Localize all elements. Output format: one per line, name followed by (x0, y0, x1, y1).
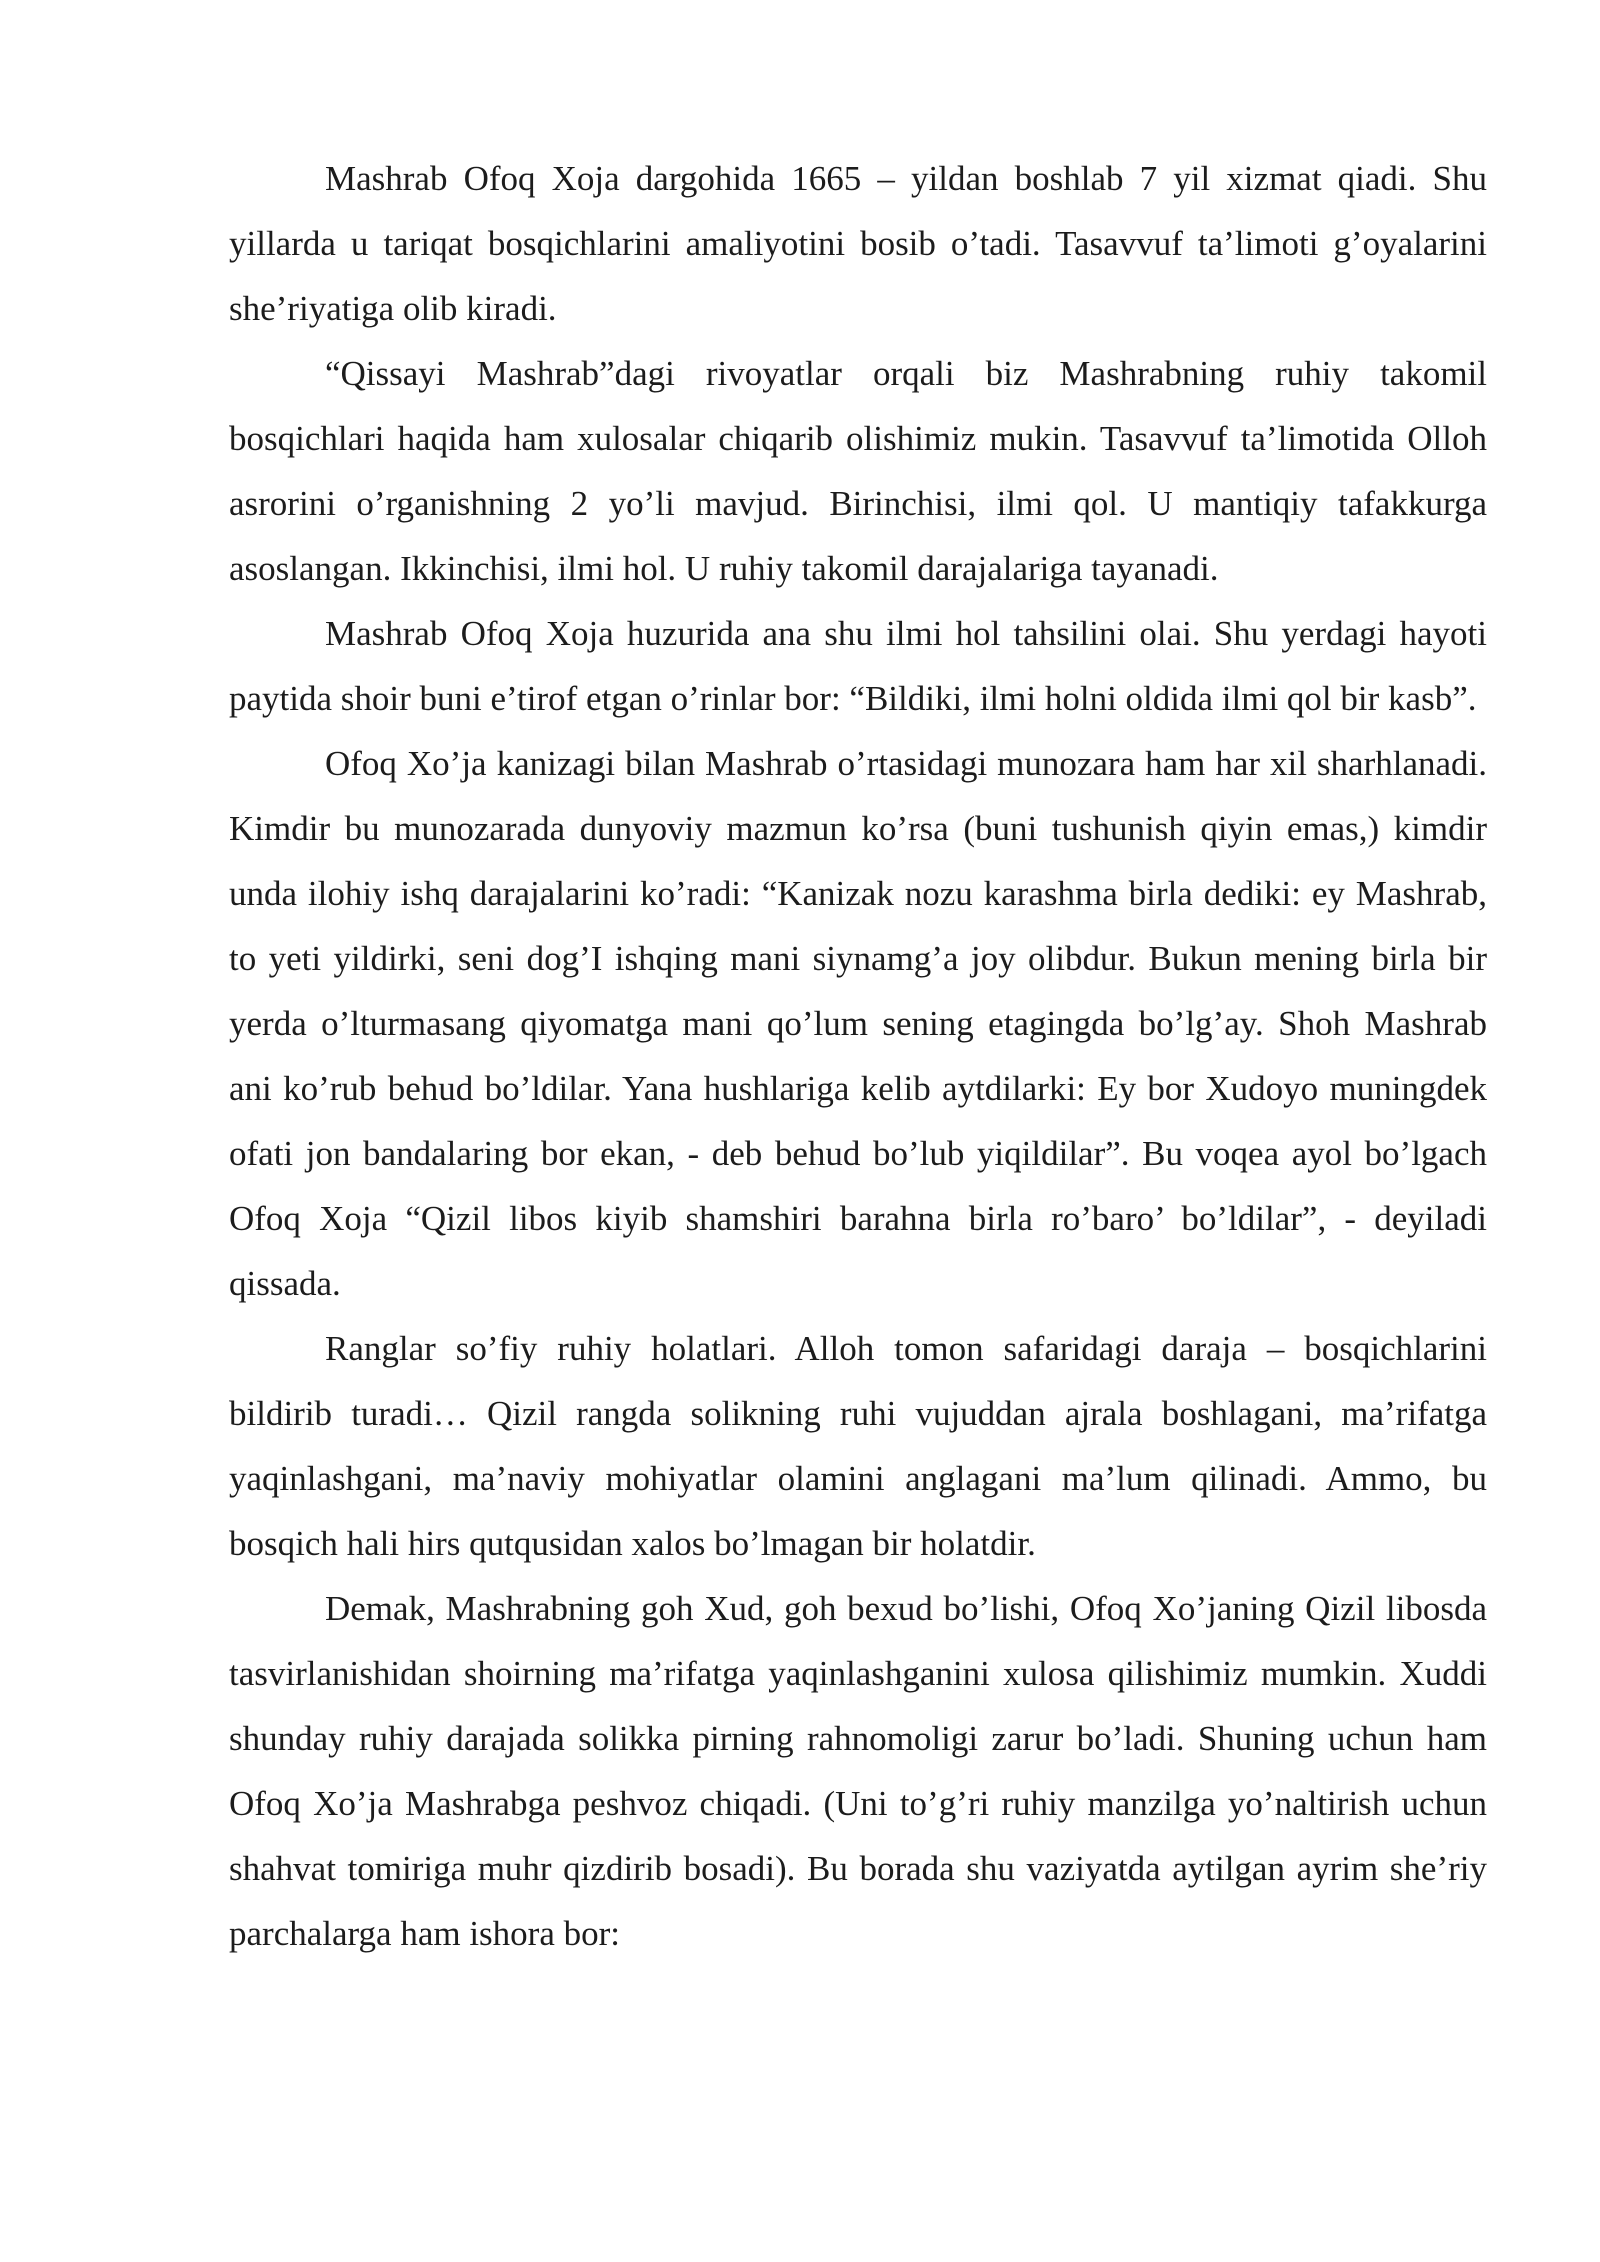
paragraph: Mashrab Ofoq Xoja huzurida ana shu ilmi hol tahsilini olai. Shu yerdagi hayoti paytida shoir buni e’tirof etgan o’rinlar bor: “Bildiki, ilmi holni oldida ilmi qol bir kasb”. (229, 614, 1487, 718)
paragraph: “Qissayi Mashrab”dagi rivoyatlar orqali biz Mashrabning ruhiy takomil bosqichlari haqida ham xulosalar chiqarib olishimiz mukin. Tasavvuf ta’limotida Olloh asrorini o’rganishning 2 yo’li mavjud. Birinchisi, ilmi qol. U mantiqiy tafakkurga asoslangan. Ikkinchisi, ilmi hol. U ruhiy takomil darajalariga tayanadi. (229, 354, 1487, 588)
paragraph: Ofoq Xo’ja kanizagi bilan Mashrab o’rtasidagi munozara ham har xil sharhlanadi. Kimdir bu munozarada dunyoviy mazmun ko’rsa (buni tushunish qiyin emas,) kimdir unda ilohiy ishq darajalarini ko’radi: “Kanizak nozu karashma birla dediki: ey Mashrab, to yeti yildirki, seni dog’I ishqing mani siynamg’a joy olibdur. Bukun mening birla bir yerda o’lturmasang qiyomatga mani qo’lum sening etagingda bo’lg’ay. Shoh Mashrab ani ko’rub behud bo’ldilar. Yana hushlariga kelib aytdilarki: Ey bor Xudoyo muningdek ofati jon bandalaring bor ekan, - deb behud bo’lub yiqildilar”. Bu voqea ayol bo’lgach Ofoq Xoja “Qizil libos kiyib shamshiri barahna birla ro’baro’ bo’ldilar”, - deyiladi qissada. (229, 744, 1487, 1303)
paragraph: Ranglar so’fiy ruhiy holatlari. Alloh tomon safaridagi daraja – bosqichlarini bildirib turadi… Qizil rangda solikning ruhi vujuddan ajrala boshlagani, ma’rifatga yaqinlashgani, ma’naviy mohiyatlar olamini anglagani ma’lum qilinadi. Ammo, bu bosqich hali hirs qutqusidan xalos bo’lmagan bir holatdir. (229, 1329, 1487, 1563)
document-body (229, 146, 1487, 1966)
paragraph: Demak, Mashrabning goh Xud, goh bexud bo’lishi, Ofoq Xo’janing Qizil libosda tasvirlanishidan shoirning ma’rifatga yaqinlashganini xulosa qilishimiz mumkin. Xuddi shunday ruhiy darajada solikka pirning rahnomoligi zarur bo’ladi. Shuning uchun ham Ofoq Xo’ja Mashrabga peshvoz chiqadi. (Uni to’g’ri ruhiy manzilga yo’naltirish uchun shahvat tomiriga muhr qizdirib bosadi). Bu borada shu vaziyatda aytilgan ayrim she’riy parchalarga ham ishora bor: (229, 1589, 1487, 1953)
paragraph: Mashrab Ofoq Xoja dargohida 1665 – yildan boshlab 7 yil xizmat qiadi. Shu yillarda u tariqat bosqichlarini amaliyotini bosib o’tadi. Tasavvuf ta’limoti g’oyalarini she’riyatiga olib kiradi. (229, 159, 1487, 328)
